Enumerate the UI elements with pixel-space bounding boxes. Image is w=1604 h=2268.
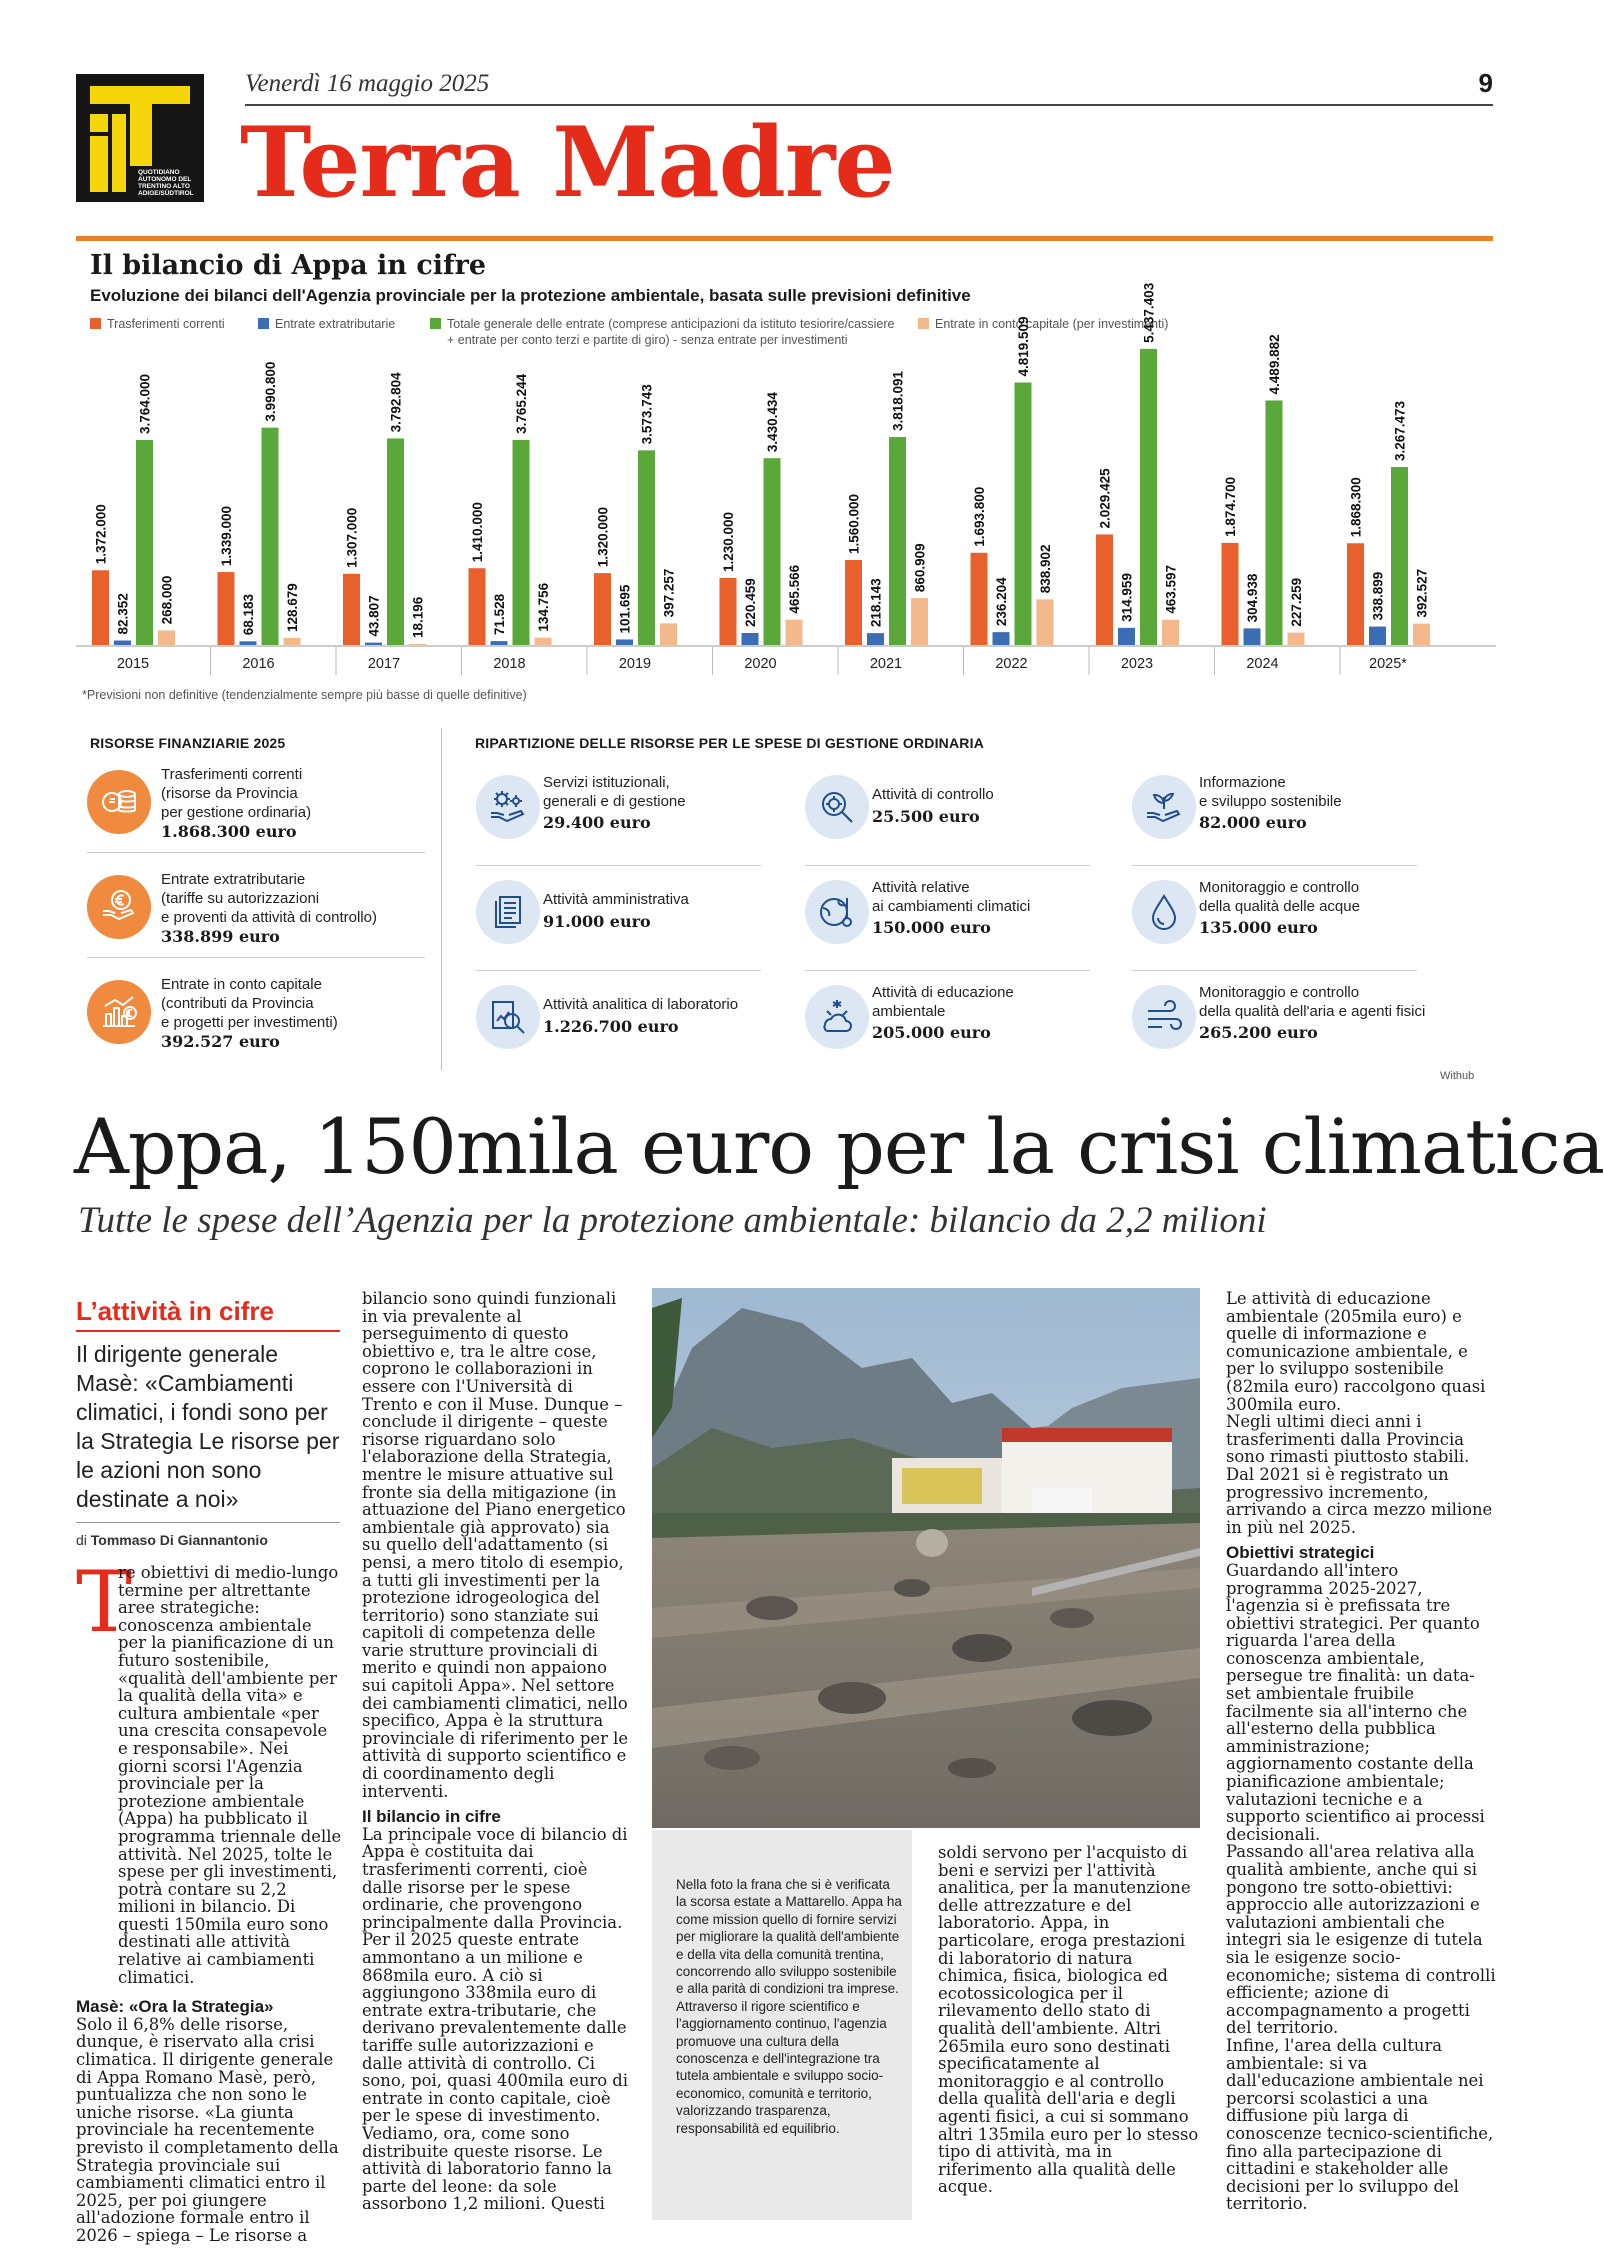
column-4-paragraph-5: Infine, l'area della cultura ambientale: si va dall'educazione ambientale nei percorsi scolastici a una diffusione più larga di conoscenze tecnico-scientifiche, fino alla partecipazione di cittadini e stakeholder alle decisioni per lo sviluppo del territorio. xyxy=(1226,2035,1494,2214)
ripartizione-desc-line: Monitoraggio e controllo xyxy=(1199,879,1360,896)
ripartizione-desc-line: ambientale xyxy=(872,1003,946,1020)
bar-value-label: 1.560.000 xyxy=(846,493,862,555)
bar-2 xyxy=(764,458,781,645)
ripartizione-item-amount: 25.500 euro xyxy=(872,807,980,826)
bar-2 xyxy=(1266,400,1283,645)
ripartizione-separator xyxy=(1132,865,1417,866)
bar-value-label: 3.573.743 xyxy=(639,384,655,445)
risorse-item-amount: 392.527 euro xyxy=(161,1032,280,1051)
bar-1 xyxy=(1369,627,1386,645)
column-2-paragraph-2: La principale voce di bilancio di Appa è costituita dai trasferimenti correnti, cioè dalle risorse per le spese ordinarie, che provengono principalmente dalla Provincia. Per il 2025 queste entrate ammontano a un milione e 868mila euro. A ciò si aggiungono 338mila euro di entrate extra-tributarie, che derivano prevalentemente dalle tariffe sulle autorizzazioni e dalle attività di controllo. Ci sono, poi, quasi 400mila euro di entrate in conto capitale, cioè per le spese di investimento. xyxy=(362,1824,629,2126)
bar-1 xyxy=(491,641,508,645)
bar-value-label: 4.489.882 xyxy=(1267,334,1282,395)
bar-1 xyxy=(365,643,382,645)
ripartizione-desc-line: Attività di controllo xyxy=(872,786,994,803)
ripartizione-item-amount: 205.000 euro xyxy=(872,1023,991,1042)
bar-value-label: 3.764.000 xyxy=(137,373,153,434)
bar-value-label: 3.430.434 xyxy=(765,392,780,453)
x-tick-label: 2022 xyxy=(995,656,1028,672)
documents-icon xyxy=(476,880,540,944)
logo-mark xyxy=(76,74,204,202)
ripartizione-heading: RIPARTIZIONE DELLE RISORSE PER LE SPESE DI GESTIONE ORDINARIA xyxy=(475,735,985,751)
x-tick-label: 2016 xyxy=(242,656,275,672)
bar-value-label: 1.410.000 xyxy=(470,502,485,563)
column-4-paragraph-1: Le attività di educazione ambientale (205mila euro) e quelle di informazione e comunicazione ambientale, e per lo sviluppo sostenibile (82mila euro) raccolgono quasi 300mila euro. xyxy=(1226,1289,1486,1414)
bar-value-label: 1.693.800 xyxy=(972,486,987,547)
column-2-paragraph-1: bilancio sono quindi funzionali in via prevalente al perseguimento di questo obiettivo e, tra le altre cose, coprono le collaborazioni in essere con l'Università di Trento e con il Muse. Dunque – conclude il dirigente – queste risorse riguardano solo l'elaborazione della Strategia, mentre le misure attuative sul fronte sia della mitigazione (in attuazione del Piano energetico ambientale già approvato) sia su quello dell'adattamento (si pensi, a mero titolo di esempio, a tutti gli investimenti per la protezione idrogeologica del territorio) sono stanziate sui capitoli di competenza delle varie strutture provinciali di merito e quindi non appaiono sui capitoli Appa». Nel settore dei cambiamenti climatici, nello specifico, Appa è la struttura provinciale di riferimento per le attività di supporto scientifico e di coordinamento degli interventi. xyxy=(362,1289,629,1801)
ripartizione-item-amount: 135.000 euro xyxy=(1199,918,1318,937)
bar-3 xyxy=(911,598,928,645)
bar-value-label: 1.320.000 xyxy=(595,507,611,568)
bar-value-label: 1.372.000 xyxy=(93,504,109,565)
ripartizione-separator xyxy=(476,970,761,971)
risorse-desc-line: (risorse da Provincia xyxy=(161,785,298,802)
article-subheadline: Tutte le spese dell’Agenzia per la protezione ambientale: bilancio da 2,2 milioni xyxy=(78,1200,1267,1241)
ripartizione-desc-line: Attività amministrativa xyxy=(543,891,689,908)
bar-0 xyxy=(1096,534,1113,645)
infographic-credit: Withub xyxy=(1440,1070,1475,1082)
x-tick-label: 2018 xyxy=(493,656,526,672)
byline-prefix: di xyxy=(76,1532,87,1548)
ripartizione-item-description xyxy=(543,995,788,1014)
column-1-paragraph-1: re obiettivi di medio-lungo termine per altrettante aree strategiche: conoscenza ambientale per la pianificazione di un futuro sostenibile, «qualità dell'ambiente per la qualità della vita» e cultura ambientale «per una crescita consapevole e responsabile». Nei giorni scorsi l'Agenzia provinciale per la protezione ambientale (Appa) ha pubblicato il programma triennale delle attività. Nel 2025, tolte le spese per gli investimenti, potrà contare su 2,2 milioni in bilancio. Di questi 150mila euro sono destinati alle attività relative ai cambiamenti climatici. xyxy=(118,1563,342,1987)
ripartizione-desc-line: Monitoraggio e controllo xyxy=(1199,984,1360,1001)
legend-item-conto-capitale xyxy=(918,316,1168,332)
bar-2 xyxy=(889,437,906,645)
bar-1 xyxy=(1244,628,1261,645)
bar-value-label: 1.868.300 xyxy=(1348,477,1364,538)
ripartizione-desc-line: generali e di gestione xyxy=(543,793,686,810)
risorse-desc-line: Entrate in conto capitale xyxy=(161,976,322,993)
x-tick-label: 2020 xyxy=(744,656,777,672)
logo-caption-line-3: TRENTINO ALTO xyxy=(138,183,190,190)
byline xyxy=(76,1532,268,1548)
ripartizione-desc-line: e sviluppo sostenibile xyxy=(1199,793,1342,810)
x-tick-label: 2019 xyxy=(618,656,652,672)
bar-3 xyxy=(284,638,301,645)
ripartizione-item-description xyxy=(1199,773,1444,811)
magnifier-gear-icon xyxy=(805,775,869,839)
bar-value-label: 1.230.000 xyxy=(721,511,736,573)
wind-icon xyxy=(1132,985,1196,1049)
plant-hand-icon xyxy=(1132,775,1196,839)
bar-value-label: 397.257 xyxy=(661,568,677,618)
bar-value-label: 3.792.804 xyxy=(388,372,404,433)
bar-0 xyxy=(218,572,235,645)
legend-label: Entrate in conto capitale (per investimenti) xyxy=(935,317,1169,331)
section-title[interactable]: Terra Madre xyxy=(240,106,895,219)
water-drop-icon xyxy=(1132,880,1196,944)
bar-value-label: 1.307.000 xyxy=(344,507,360,568)
bar-value-label: 227.259 xyxy=(1289,577,1304,627)
ripartizione-item-description xyxy=(872,785,1117,804)
gear-hand-icon xyxy=(476,775,540,839)
bar-1 xyxy=(114,641,131,645)
legend-item-extratributarie xyxy=(258,316,395,332)
photo-caption: Nella foto la frana che si è verificata la scorsa estate a Mattarello. Appa ha come mission quello di fornire servizi per migliorare la qualità dell'ambiente e della vita della comunità trentina, concorrendo allo sviluppo sostenibile e alla parità di condizioni tra imprese. Attraverso il rigore scientifico e l'aggiornamento continuo, l'agenzia promuove una cultura della conoscenza e dell'integrazione tra tutela ambientale e sviluppo socio-economico, comunità e territorio, valorizzando trasparenza, responsabilità ed equilibrio. xyxy=(676,1877,902,2136)
legend-label: Entrate extratributarie xyxy=(275,317,396,331)
article-column-2 xyxy=(362,1290,632,2213)
bar-2 xyxy=(638,450,655,645)
bar-1 xyxy=(993,632,1010,645)
bar-2 xyxy=(136,440,153,645)
bar-value-label: 1.874.700 xyxy=(1223,476,1238,537)
legend-label: Totale generale delle entrate (comprese anticipazioni da istituto tesiorire/cassiere xyxy=(447,317,895,331)
bar-value-label: 5.437.403 xyxy=(1141,282,1157,343)
article-lede: Il dirigente generale Masè: «Cambiamenti climatici, i fondi sono per la Strategia Le risorse per le azioni non sono destinate a noi» xyxy=(76,1341,340,1512)
ripartizione-desc-line: Attività analitica di laboratorio xyxy=(543,996,739,1013)
column-4-paragraph-2: Negli ultimi dieci anni i trasferimenti dalla Provincia sono rimasti piuttosto stabili. Dal 2021 si è registrato un progressivo incremento, arrivando a circa mezzo milione in più nel 2025. xyxy=(1226,1412,1493,1537)
x-tick-label: 2024 xyxy=(1246,656,1279,672)
bar-3 xyxy=(1162,620,1179,645)
x-tick-label: 2023 xyxy=(1120,656,1154,672)
bar-value-label: 392.527 xyxy=(1414,568,1430,618)
column-4-subheading: Obiettivi strategici xyxy=(1226,1543,1375,1563)
ripartizione-item-description xyxy=(543,890,788,909)
euro-hand-icon xyxy=(87,875,151,939)
byline-author[interactable]: Tommaso Di Giannantonio xyxy=(90,1532,268,1548)
ripartizione-desc-line: Attività di educazione xyxy=(872,984,1014,1001)
bar-value-label: 68.183 xyxy=(241,593,256,636)
bar-0 xyxy=(1347,543,1364,645)
globe-thermometer-icon xyxy=(805,880,869,944)
risorse-desc-line: Trasferimenti correnti xyxy=(161,766,303,783)
risorse-item-description xyxy=(161,870,431,927)
bar-0 xyxy=(720,578,737,645)
risorse-item-description xyxy=(161,975,431,1032)
bar-value-label: 304.938 xyxy=(1245,573,1260,623)
logo-caption-line-2: AUTONOMO DEL xyxy=(138,176,192,183)
legend-item-trasferimenti xyxy=(90,316,225,332)
ripartizione-item-amount: 82.000 euro xyxy=(1199,813,1307,832)
kicker-rule xyxy=(76,1330,340,1332)
bar-3 xyxy=(786,620,803,645)
ripartizione-separator xyxy=(805,865,1090,866)
bar-1 xyxy=(1118,628,1135,645)
ripartizione-desc-line: della qualità dell'aria e agenti fisici xyxy=(1199,1003,1426,1020)
column-1-paragraph-2: Solo il 6,8% delle risorse, dunque, è riservato alla crisi climatica. Il dirigente generale di Appa Romano Masè, però, puntualizza che non sono le uniche risorse. «La giunta provinciale ha recentemente previsto il completamento della Strategia provinciale sui cambiamenti climatici entro il 2025, per poi giungere all'adozione formale entro il 2026 – spiega – Le risorse a xyxy=(76,2014,339,2245)
bar-value-label: 43.807 xyxy=(366,595,382,637)
chart-title: Il bilancio di Appa in cifre xyxy=(90,250,487,281)
article-headline[interactable]: Appa, 150mila euro per la crisi climatica xyxy=(74,1102,1604,1191)
risorse-desc-line: (contributi da Provincia xyxy=(161,995,314,1012)
bar-0 xyxy=(845,560,862,645)
bar-0 xyxy=(971,553,988,645)
ripartizione-item-description xyxy=(872,983,1117,1021)
bar-0 xyxy=(92,570,109,645)
ripartizione-desc-line: Attività relative xyxy=(872,879,970,896)
chart-subtitle: Evoluzione dei bilanci dell'Agenzia provinciale per la protezione ambientale, basata sulle previsioni definitive xyxy=(90,286,971,305)
bar-value-label: 71.528 xyxy=(492,593,507,636)
bar-value-label: 268.000 xyxy=(159,575,175,625)
panel-divider xyxy=(441,728,442,1070)
article-column-4 xyxy=(1226,1290,1496,2213)
bar-0 xyxy=(343,574,360,645)
bar-3 xyxy=(1413,624,1430,645)
bar-value-label: 134.756 xyxy=(536,582,551,632)
bar-0 xyxy=(469,568,486,645)
legend-label: Trasferimenti correnti xyxy=(107,317,225,331)
logo-caption-line-1: QUOTIDIANO xyxy=(138,169,180,176)
ripartizione-separator xyxy=(476,865,761,866)
risorse-item-amount: 1.868.300 euro xyxy=(161,822,297,841)
ripartizione-item-amount: 1.226.700 euro xyxy=(543,1017,679,1036)
ripartizione-separator xyxy=(1132,970,1417,971)
risorse-separator xyxy=(87,852,425,853)
ripartizione-desc-line: della qualità delle acque xyxy=(1199,898,1360,915)
risorse-heading: RISORSE FINANZIARIE 2025 xyxy=(90,735,286,751)
risorse-separator xyxy=(87,957,425,958)
euro-chart-icon xyxy=(87,980,151,1044)
bar-value-label: 465.566 xyxy=(787,564,802,614)
lab-analysis-icon xyxy=(476,985,540,1049)
bar-value-label: 3.818.091 xyxy=(890,370,906,432)
risorse-desc-line: Entrate extratributarie xyxy=(161,871,306,888)
article-photo[interactable] xyxy=(652,1288,1200,1828)
article-column-1 xyxy=(76,1564,342,2245)
column-4-paragraph-4: Passando all'area relativa alla qualità ambiente, anche qui si pongono tre sotto-obiettivi: approccio alle autorizzazioni e valutazioni ambientali che integri sia le esigenze di tutela sia le esigenze socio-economiche; sistema di controlli efficiente; azione di accompagnamento a progetti del territorio. xyxy=(1226,1842,1496,2038)
risorse-desc-line: e proventi da attività di controllo) xyxy=(161,909,377,926)
bar-1 xyxy=(867,633,884,645)
ripartizione-desc-line: ai cambiamenti climatici xyxy=(872,898,1031,915)
ripartizione-desc-line: Servizi istituzionali, xyxy=(543,774,670,791)
bar-1 xyxy=(616,639,633,645)
risorse-item-description xyxy=(161,765,431,822)
bar-value-label: 838.902 xyxy=(1038,544,1053,594)
logo-caption-line-4: ADIGE/SÜDTIROL xyxy=(138,190,194,197)
bar-2 xyxy=(1391,467,1408,645)
article-column-3 xyxy=(938,1844,1200,2196)
ripartizione-item-description xyxy=(543,773,788,811)
ripartizione-desc-line: Informazione xyxy=(1199,774,1286,791)
bar-2 xyxy=(1140,349,1157,645)
bar-value-label: 4.819.509 xyxy=(1016,316,1031,377)
bar-value-label: 314.959 xyxy=(1119,573,1135,622)
x-tick-label: 2025* xyxy=(1369,656,1407,672)
section-divider xyxy=(76,236,1493,241)
bar-value-label: 101.695 xyxy=(617,584,633,634)
bar-value-label: 18.196 xyxy=(410,596,426,639)
bar-3 xyxy=(535,638,552,645)
bar-value-label: 128.679 xyxy=(285,583,300,632)
x-tick-label: 2017 xyxy=(367,656,401,672)
bar-3 xyxy=(660,623,677,645)
bar-value-label: 3.267.473 xyxy=(1392,400,1408,462)
ripartizione-item-description xyxy=(1199,983,1444,1021)
legend-label-cont: + entrate per conto terzi e partite di giro) - senza entrate per investimenti xyxy=(447,333,848,348)
ripartizione-item-description xyxy=(872,878,1117,916)
page-number: 9 xyxy=(1478,68,1493,98)
bar-1 xyxy=(742,633,759,645)
bar-2 xyxy=(1015,383,1032,645)
bar-value-label: 1.339.000 xyxy=(219,506,234,567)
bar-value-label: 236.204 xyxy=(994,577,1009,627)
bar-value-label: 220.459 xyxy=(743,578,758,627)
newspaper-logo[interactable] xyxy=(76,74,204,202)
column-2-paragraph-3: Vediamo, ora, come sono distribuite queste risorse. Le attività di laboratorio fanno la parte del leone: da sole assorbono 1,2 milioni. Questi xyxy=(362,2123,612,2214)
bar-0 xyxy=(1222,543,1239,645)
bar-value-label: 338.899 xyxy=(1370,571,1386,621)
bar-value-label: 463.597 xyxy=(1163,564,1179,614)
ripartizione-item-amount: 150.000 euro xyxy=(872,918,991,937)
column-1-subheading: Masè: «Ora la Strategia» xyxy=(76,1997,274,2017)
bar-3 xyxy=(1288,633,1305,645)
ripartizione-item-amount: 29.400 euro xyxy=(543,813,651,832)
landslide-photo xyxy=(652,1288,1200,1828)
risorse-item-amount: 338.899 euro xyxy=(161,927,280,946)
column-2-subheading: Il bilancio in cifre xyxy=(362,1807,501,1827)
bar-3 xyxy=(1037,599,1054,645)
bar-2 xyxy=(387,438,404,645)
weather-icon xyxy=(805,985,869,1049)
x-tick-label: 2021 xyxy=(869,656,903,672)
bar-value-label: 860.909 xyxy=(912,543,928,593)
article-kicker: L’attività in cifre xyxy=(76,1296,274,1326)
dropcap: T xyxy=(76,1553,133,1651)
x-tick-label: 2015 xyxy=(116,656,150,672)
bar-3 xyxy=(158,630,175,645)
bar-value-label: 3.765.244 xyxy=(514,373,529,434)
column-3-paragraph-1: soldi servono per l'acquisto di beni e servizi per l'attività analitica, per la manutenzione delle attrezzature e del laboratorio. Appa, in particolare, eroga prestazioni di laboratorio di natura chimica, fisica, biologica ed ecotossicologica per il rilevamento dello stato di qualità dell'ambiente. Altri 265mila euro sono destinati specificatamente al monitoraggio e al controllo della qualità dell'aria e degli agenti fisici, a cui si sommano altri 135mila euro per lo stesso tipo di attività, ma in riferimento alla qualità delle acque. xyxy=(938,1843,1199,2197)
bar-2 xyxy=(513,440,530,645)
bar-value-label: 218.143 xyxy=(868,578,884,628)
bar-value-label: 3.990.800 xyxy=(263,361,278,422)
byline-rule xyxy=(76,1522,340,1523)
bar-3 xyxy=(409,644,426,645)
bar-value-label: 82.352 xyxy=(115,593,131,635)
coins-icon xyxy=(87,770,151,834)
column-4-paragraph-3: Guardando all'intero programma 2025-2027, l'agenzia si è prefissata tre obiettivi strategici. Per quanto riguarda l'area della conoscenza ambientale, persegue tre finalità: un data-set ambientale fruibile facilmente sia all'interno che all'esterno della pubblica amministrazione; aggiornamento costante della pianificazione ambientale; valutazioni tecniche e a supporto scientifico ai processi decisionali. xyxy=(1226,1560,1485,1844)
risorse-desc-line: e progetti per investimenti) xyxy=(161,1014,338,1031)
risorse-desc-line: (tariffe su autorizzazioni xyxy=(161,890,320,907)
bar-1 xyxy=(240,641,257,645)
bar-2 xyxy=(262,428,279,645)
ripartizione-item-description xyxy=(1199,878,1444,916)
issue-date: Venerdì 16 maggio 2025 xyxy=(245,70,490,97)
ripartizione-separator xyxy=(805,970,1090,971)
ripartizione-item-amount: 91.000 euro xyxy=(543,912,651,931)
ripartizione-item-amount: 265.200 euro xyxy=(1199,1023,1318,1042)
bar-0 xyxy=(594,573,611,645)
bar-value-label: 2.029.425 xyxy=(1097,468,1113,529)
risorse-desc-line: per gestione ordinaria) xyxy=(161,804,312,821)
chart-footnote: *Previsioni non definitive (tendenzialmente sempre più basse di quelle definitive) xyxy=(82,688,527,702)
